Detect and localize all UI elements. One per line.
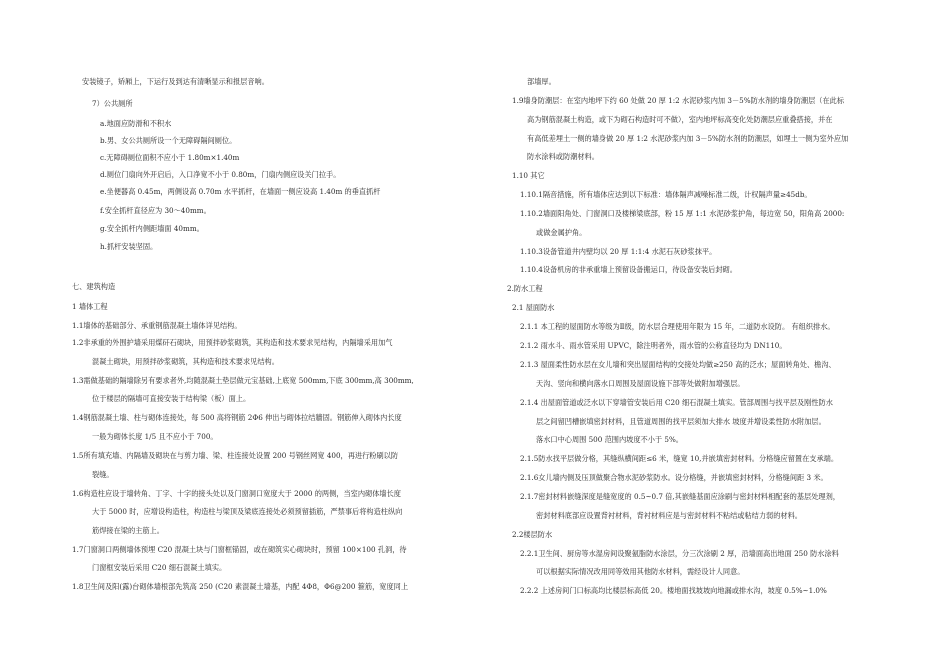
text-line: 1.5所有填充墙、内隔墙及砌块在与剪力墙、梁、柱连接处设置 200 号钢丝网宽 400，再进行粉刷以防: [72, 451, 399, 460]
text-line: 2.2楼层防水: [512, 530, 553, 539]
text-line: 1.6构造柱应设于墙转角、丁字、十字的接头处以及门窗洞口宽度大于 2000 的两侧，当室内砌体墙长度: [72, 489, 401, 498]
text-line: 1.1墙体的基础部分、承重钢筋混凝土墙体详见结构。: [72, 321, 242, 330]
text-line: 1.10.1隔音措施，所有墙体应达到以下标准：墙体隔声减噪标准二级，计权隔声量≥45db。: [520, 190, 812, 199]
text-line: 2.1.4 出屋面管道或泛水以下穿墙管安装后用 C20 细石混凝土填实。管部周围与找平层及刚性防水: [520, 398, 833, 407]
text-line: 位于楼层的隔墙可直接安装于结构梁（板）面上。: [92, 394, 251, 403]
text-line: g.安全抓杆内侧距墙面 40mm。: [100, 224, 204, 233]
text-line: 2.1 屋面防水: [512, 303, 555, 312]
text-line: 天沟、竖向和横向落水口周围及屋面设施下部等处做附加增强层。: [536, 379, 745, 388]
text-line: 1.9墙身防潮层：在室内地坪下约 60 处做 20 厚 1:2 水泥砂浆内加 3－5%防水剂的墙身防潮层（在此标: [512, 96, 845, 105]
text-line: 部墙厚。: [527, 77, 556, 86]
text-line: f.安全抓杆直径应为 30～40mm。: [100, 206, 211, 215]
text-line: 密封材料底部应设置背衬材料，背衬材料应是与密封材料不粘结或粘结力弱的材料。: [536, 511, 802, 520]
text-line: 1.10.4设备机房的非承重墙上预留设备搬运口，待设备安装后封砌。: [520, 265, 737, 274]
text-line: 裂缝。: [92, 470, 114, 479]
text-line: 1.2非承重的外围护墙采用煤矸石砌块，用预拌砂浆砌筑，其构造和技术要求见结构，内隔墙采用加气: [72, 338, 393, 347]
text-line: 门窗框安装后采用 C20 细石混凝土填实。: [92, 563, 227, 572]
text-line: 筋焊接在梁的主筋上。: [92, 526, 164, 535]
text-line: 1.8卫生间及阳(露)台砌体墙根部先筑高 250 (C20 素混凝土墙基，内配 4Φ8，Φ6@200 箍筋，宽度同上: [72, 582, 409, 591]
text-line: 七、建筑构造: [72, 282, 116, 291]
text-line: c.无障碍厕位面积不应小于 1.80m×1.40m: [100, 153, 240, 162]
text-line: 2.1.2 雨水斗、雨水管采用 UPVC，除注明者外，雨水管的公称直径均为 DN110。: [520, 341, 787, 350]
text-line: 2.1.6女儿墙内侧及压顶做聚合物水泥砂浆防水。设分格缝，并嵌填密封材料，分格缝间距 3 米。: [520, 473, 828, 482]
text-line: 1 墙体工程: [72, 302, 108, 311]
text-line: 层之间留凹槽嵌填密封材料，且管道周围的找平层须加大排水 坡度并增设柔性防水附加层。: [536, 417, 826, 426]
text-line: 一般为砌体长度 1/5 且不应小于 700。: [92, 432, 218, 441]
text-line: b.男、女公共厕所设一个无障碍隔间厕位。: [100, 136, 237, 145]
text-line: e.坐便器高 0.45m，两侧设高 0.70m 水平抓杆，在墙面一侧应设高 1.40m 的垂直抓杆: [100, 187, 381, 196]
text-line: d.厕位门扇向外开启后，入口净宽不小于 0.80m，门扇内侧应设关门拉手。: [100, 170, 341, 179]
text-line: 1.4钢筋混凝土墙、柱与砌体连接处，每 500 高将钢筋 2Φ6 伸出与砌体拉结牆固。钢筋伸入砌体内长度: [72, 413, 402, 422]
text-line: 7）公共厕所: [92, 99, 133, 108]
text-line: 1.3需做基础的隔墙除另有要求者外,均随混凝土垫层做元宝基础,上底宽 500mm,下底 300mm,高 300mm,: [72, 376, 414, 385]
text-line: 可以根据实际情况改用同等效用其他防水材料，需经设计人同意。: [536, 567, 745, 576]
text-line: 2.1.5防水找平层做分格，其缝纵横间距≤6 米，缝宽 10,并嵌填密封材料。分格缝应留置在支承端。: [520, 454, 839, 463]
text-line: 1.10.2墙面阳角处、门窗洞口及楼梯梁底部，粉 15 厚 1:1 水泥砂浆护角，每边宽 50，阳角高 2000:: [520, 209, 845, 218]
text-line: 2.1.3 屋面柔性防水层在女儿墙和突出屋面结构的交接处均做≥250 高的泛水；屋面转角处、檐沟、: [520, 360, 836, 369]
text-line: 2.2.1卫生间、厨房等水湿房间设聚氨脂防水涂层，分三次涂刷 2 厚，沿墙面高出地面 250 防水涂料: [520, 549, 839, 558]
text-line: 2.1.7密封材料嵌缝深度是缝宽度的 0.5~0.7 倍,其嵌缝基面应涂刷与密封材料相配套的基层处理剂，: [520, 492, 840, 501]
text-line: 防水涂料或防潮材料。: [527, 152, 599, 161]
text-line: 落水口中心周围 500 范围内坡度不小于 5%。: [536, 435, 683, 444]
text-line: 大于 5000 时，应增设构造柱，构造柱与梁顶及梁底连接处必须预留插筋，严禁事后将构造柱纵向: [92, 507, 403, 516]
text-line: 混凝土砌块，用预拌砂浆砌筑，其构造和技术要求见结构。: [92, 357, 279, 366]
text-line: 2.1.1 本工程的屋面防水等级为Ⅱ级，防水层合理使用年限为 15 年，二道防水设防。 有组织排水。: [520, 322, 835, 331]
text-line: 2.防水工程: [507, 284, 543, 293]
text-line: 1.10 其它: [512, 171, 545, 180]
text-line: 1.7门窗洞口两侧墙体预埋 C20 混凝土块与门窗框锚固，或在砌筑实心砌块时，预留 100×100 孔洞，待: [72, 545, 407, 554]
text-line: 安装镜子，矫厢上，下运行及到达有清晰显示和报层音响。: [82, 77, 269, 86]
text-line: a.地面应防滑和不积水: [100, 119, 172, 128]
text-line: 高为钢筋混凝土构造，或下为砌石构造时可不做），室内地坪标高变化处防潮层应重叠搭接，并在: [527, 115, 833, 124]
text-line: h.抓杆安装坚固。: [100, 242, 158, 251]
text-line: 2.2.2 上述房间门口标高均比楼层标高低 20。楼地面找坡坡向地漏或排水沟，坡度 0.5%~1.0%: [520, 586, 827, 595]
text-line: 有高低差埋土一侧的墙身做 20 厚 1:2 水泥砂浆内加 3－5%防水剂的防潮层，如埋土一侧为室外应加: [527, 134, 849, 143]
text-line: 1.10.3设备管道井内壁均以 20 厚 1:1:4 水泥石灰砂浆抹平。: [520, 247, 717, 256]
text-line: 或做金属护角。: [536, 228, 587, 237]
